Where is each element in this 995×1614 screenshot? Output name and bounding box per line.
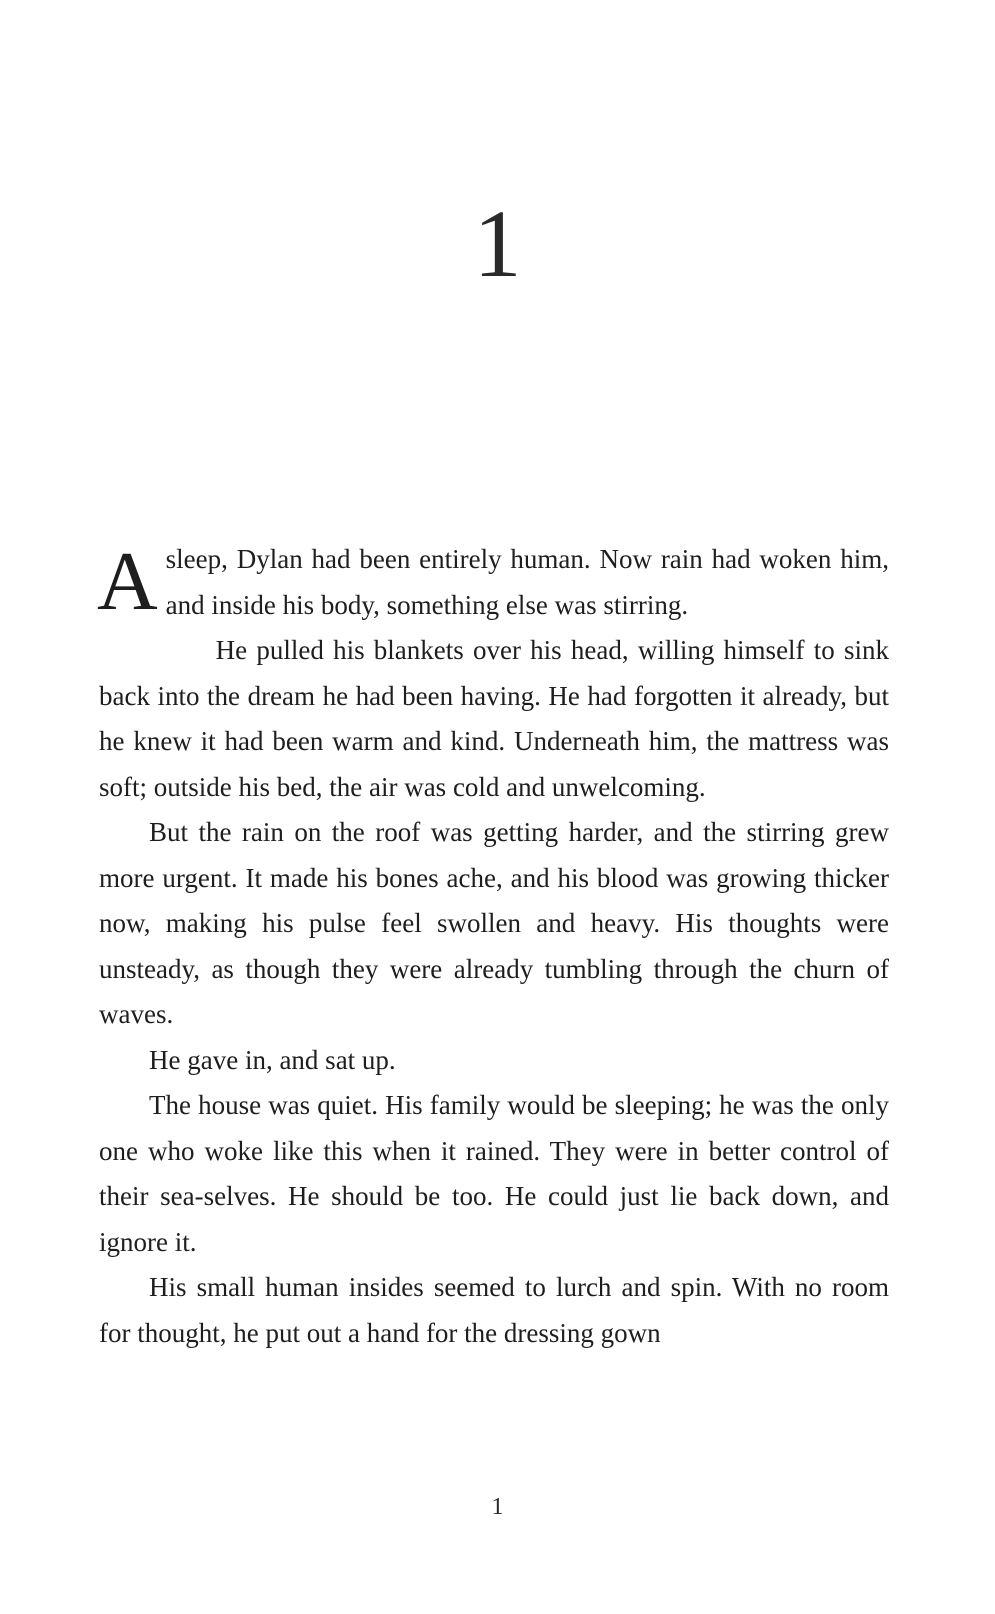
page-number: 1 bbox=[491, 1494, 504, 1520]
paragraph-1-text: sleep, Dylan had been entirely human. Now rain had woken him, and inside his body, something else was stirring. bbox=[165, 544, 889, 620]
paragraph-4: He gave in, and sat up. bbox=[149, 1044, 396, 1075]
paragraph-5: The house was quiet. His family would be sleeping; he was the only one who woke like this when it rained. They were in better control of their sea-selves. He should be too. He could just lie back down, and ignore it. bbox=[99, 1090, 889, 1257]
paragraph-1 bbox=[99, 537, 889, 628]
paragraph-2: He pulled his blankets over his head, willing himself to sink back into the dream he had been having. He had forgotten it already, but he knew it had been warm and kind. Underneath him, the mattress was soft; outside his bed, the air was cold and unwelcoming. bbox=[99, 635, 889, 802]
drop-cap: A bbox=[97, 535, 158, 628]
chapter-body bbox=[99, 537, 889, 1356]
paragraph-6: His small human insides seemed to lurch and spin. With no room for thought, he put out a hand for the dressing gown bbox=[99, 1272, 889, 1348]
paragraph-3: But the rain on the roof was getting harder, and the stirring grew more urgent. It made his bones ache, and his blood was growing thicker now, making his pulse feel swollen and heavy. His thoughts were unsteady, as though they were already tumbling through the churn of waves. bbox=[99, 817, 889, 1029]
chapter-number: 1 bbox=[473, 190, 522, 297]
